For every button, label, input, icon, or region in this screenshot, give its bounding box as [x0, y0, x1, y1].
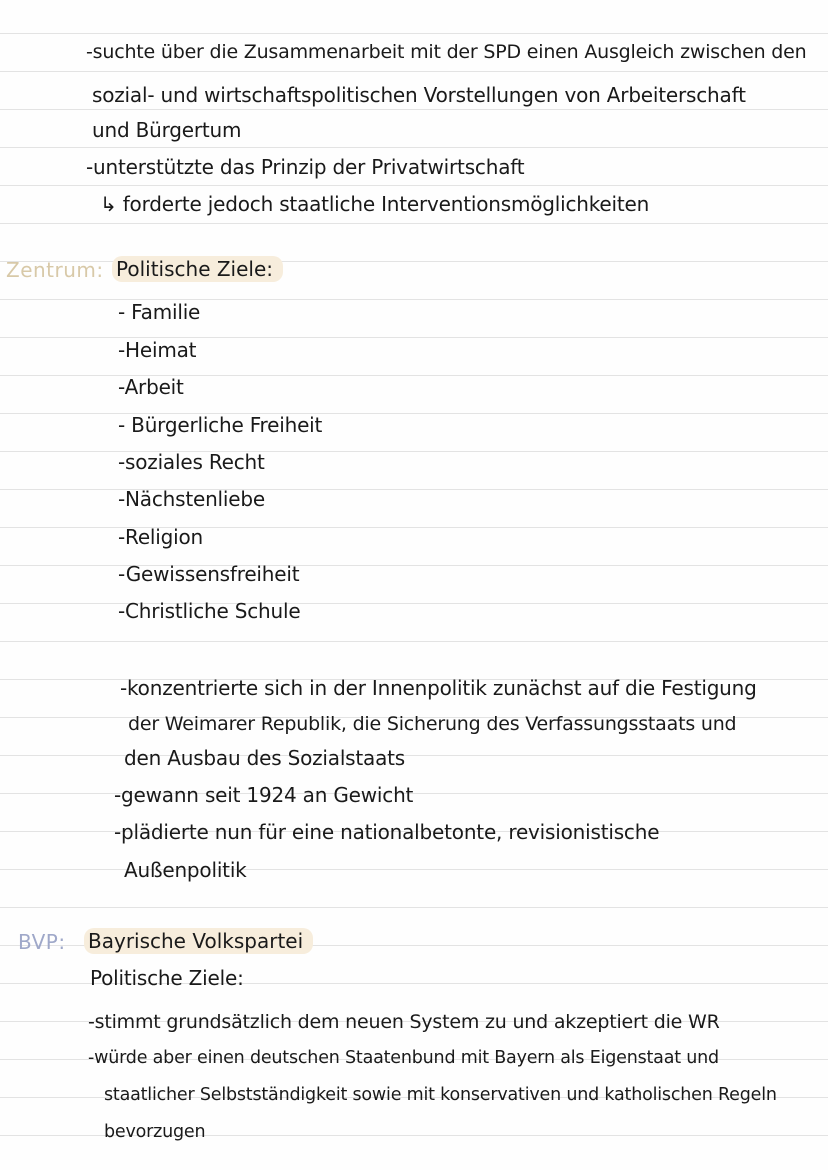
zentrum-note-5: -plädierte nun für eine nationalbetonte, revisionistische	[114, 820, 660, 844]
intro-line-4: -unterstützte das Prinzip der Privatwirtschaft	[86, 155, 525, 179]
intro-line-5: ↳ forderte jedoch staatliche Interventionsmöglichkeiten	[100, 192, 650, 216]
zentrum-goal-heimat: -Heimat	[118, 338, 197, 362]
zentrum-note-3: den Ausbau des Sozialstaats	[124, 746, 406, 770]
zentrum-goal-naechstenliebe: -Nächstenliebe	[118, 487, 265, 511]
zentrum-label: Zentrum:	[6, 258, 104, 282]
bvp-note-4: bevorzugen	[104, 1122, 206, 1142]
bvp-note-1: -stimmt grundsätzlich dem neuen System zu und akzeptiert die WR	[88, 1011, 720, 1033]
zentrum-note-1: -konzentrierte sich in der Innenpolitik zunächst auf die Festigung	[120, 676, 757, 700]
bvp-heading: Politische Ziele:	[90, 966, 244, 990]
zentrum-note-6: Außenpolitik	[124, 858, 247, 882]
bvp-name: Bayrische Volkspartei	[84, 928, 313, 954]
zentrum-goal-freiheit: - Bürgerliche Freiheit	[118, 413, 323, 437]
zentrum-heading: Politische Ziele:	[112, 256, 283, 282]
intro-line-3: und Bürgertum	[92, 118, 242, 142]
intro-line-2: sozial- und wirtschaftspolitischen Vorstellungen von Arbeiterschaft	[92, 83, 746, 107]
zentrum-goal-gewissensfreiheit: -Gewissensfreiheit	[118, 562, 300, 586]
bvp-label: BVP:	[18, 930, 66, 954]
zentrum-note-4: -gewann seit 1924 an Gewicht	[114, 783, 414, 807]
zentrum-note-2: der Weimarer Republik, die Sicherung des Verfassungsstaats und	[128, 713, 737, 735]
zentrum-goal-familie: - Familie	[118, 300, 201, 324]
zentrum-goal-schule: -Christliche Schule	[118, 599, 301, 623]
zentrum-goal-religion: -Religion	[118, 525, 203, 549]
bvp-note-3: staatlicher Selbstständigkeit sowie mit konservativen und katholischen Regeln	[104, 1085, 777, 1105]
zentrum-goal-arbeit: -Arbeit	[118, 375, 184, 399]
zentrum-goal-recht: -soziales Recht	[118, 450, 265, 474]
intro-line-1: -suchte über die Zusammenarbeit mit der SPD einen Ausgleich zwischen den	[86, 41, 807, 63]
bvp-note-2: -würde aber einen deutschen Staatenbund mit Bayern als Eigenstaat und	[88, 1048, 719, 1068]
